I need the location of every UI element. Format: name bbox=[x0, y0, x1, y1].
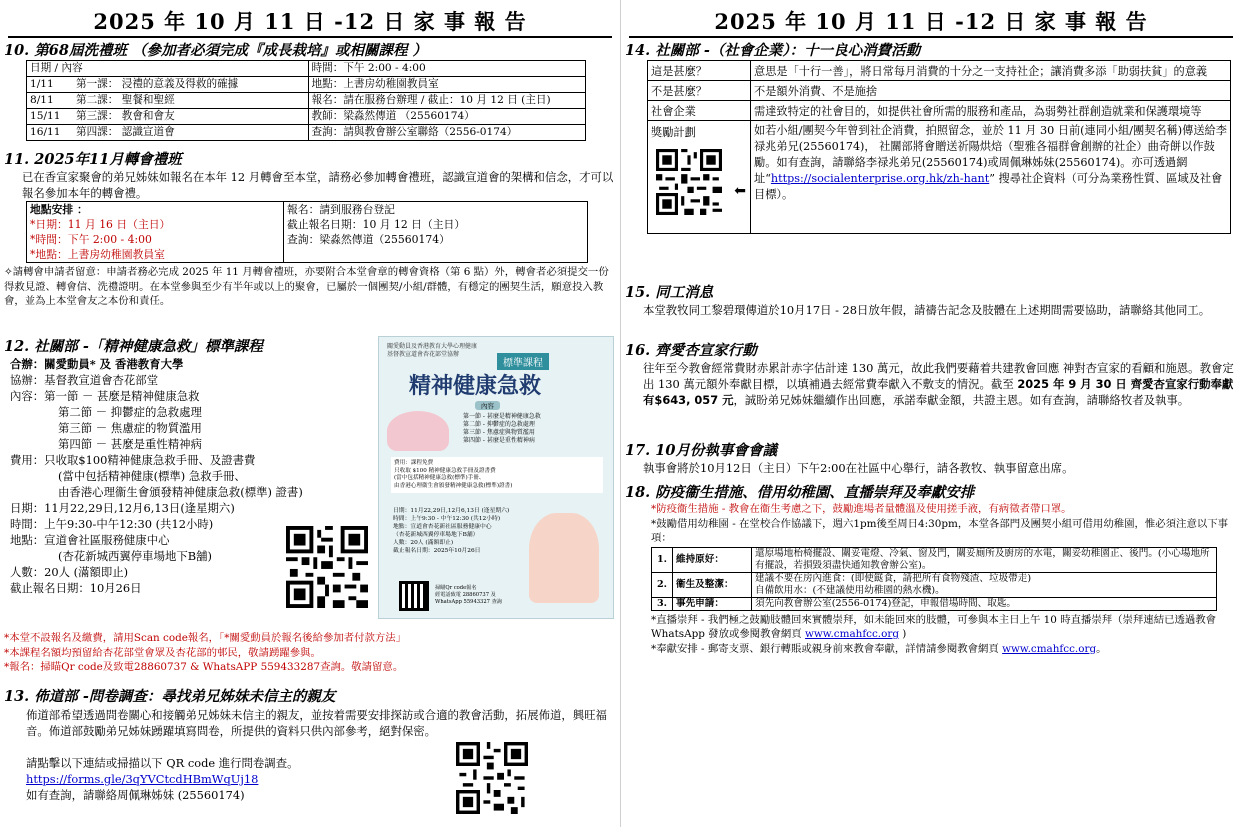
box-line: 查詢：梁淼然傳道（25560174） bbox=[287, 233, 450, 246]
section-14-title: 14. 社關部 -（社會企業）：十一良心消費活動 bbox=[625, 42, 921, 59]
table-cell: 需達致特定的社會目的，如提供社會所需的服務和產品，為弱勢社群創造就業和保護環境等 bbox=[751, 101, 1231, 121]
table-cell: 意思是「十行一善」，將日常每月消費的十分之一支持社企；讓消費多添「助弱扶貧」的意義 bbox=[751, 61, 1231, 81]
section-18 bbox=[625, 483, 1235, 656]
table-row bbox=[648, 121, 1231, 234]
table-cell: 還原場地枱椅擺設、關妥電燈、冷氣、窗及門，關妥廁所及廚房的水電，關妥幼稚園正、後門。(小心場地所有擺設，若損毀須盡快通知教會辦公室)。 bbox=[752, 547, 1217, 572]
poster-qr-text: 掃瞄Qr code報名 經電話致電 28860737 及 WhatsApp 55943327 查詢 bbox=[435, 585, 502, 605]
box-line: *地點：上書房幼稚園教員室 bbox=[30, 248, 165, 261]
table-cell: 第二課： 聖餐和聖經 bbox=[73, 93, 308, 109]
social-enterprise-table bbox=[647, 60, 1231, 234]
section-14 bbox=[625, 41, 1235, 234]
table-cell: 3. bbox=[652, 597, 673, 610]
reward-label: 獎勵計劃 bbox=[651, 126, 696, 139]
mental-health-poster bbox=[378, 336, 614, 619]
body-line: *鼓勵借用幼稚園 - 在堂校合作協議下，週六1pm後至周日4:30pm，本堂各部門及團契小組可借用幼稚園，惟必須注意以下事項： bbox=[651, 517, 1229, 544]
table-cell: 社會企業 bbox=[648, 101, 751, 121]
detail-line: 截止報名日期：10月26日 bbox=[10, 581, 142, 595]
detail-line: (當中包括精神健康(標準) 急救手冊、 bbox=[58, 469, 246, 483]
detail-line: 人數：20人 (滿額即止) bbox=[10, 565, 129, 579]
body-text: *直播崇拜 - 我們極之鼓勵肢體回來實體崇拜，如未能回來的肢體，可參與本主日上午 10 時直播崇拜（崇拜連結已透過教會 WhatsApp 發放或參閱教會網頁 bbox=[651, 613, 1217, 640]
table-cell: 第一課： 浸禮的意義及得救的確據 bbox=[73, 77, 308, 93]
table-cell: 查詢：請與教會辦公室聯絡（2556-0174） bbox=[308, 125, 585, 141]
box-line: 報名：請到服務台登記 bbox=[287, 203, 395, 216]
section-10-title: 10. 第68屆洗禮班 （參加者必須完成『成長栽培』或相關課程 ） bbox=[4, 42, 428, 59]
section-12-notes bbox=[4, 631, 614, 675]
note-line: *本課程名額均預留給杏花部堂會眾及杏花部的邨民，敬請踴躍參與。 bbox=[4, 646, 321, 659]
table-row bbox=[648, 81, 1231, 101]
poster-info: 日期：11月22,29日,12月6,13日 (逢星期六) 時間：上午9:30 - 中午12:30 (共12小時) 地點：宣道會杏花新社區服務健康中心 （杏花新城西翼停車場地下B舖） 人數：20人 (滿額即止) 截止報名日期：2025年10月26日 bbox=[393, 508, 510, 554]
table-row bbox=[652, 572, 1217, 597]
poster-item: 第二節 - 抑鬱症的急救處理 bbox=[463, 421, 535, 428]
table-row bbox=[652, 547, 1217, 572]
table-cell: 教師：梁淼然傳道 （25560174） bbox=[308, 109, 585, 125]
section-11-intro: 已在香宣家聚會的弟兄姊妹如報名在本年 12 月轉會至本堂，請務必參加轉會禮班，認識宣道會的架構和信念，才可以報名參加本年的轉會禮。 bbox=[22, 170, 614, 200]
table-cell: 2. bbox=[652, 572, 673, 597]
section-15-title: 15. 同工消息 bbox=[625, 284, 714, 301]
church-website-link[interactable]: www.cmahfcc.org bbox=[805, 628, 899, 640]
section-13-title: 13. 佈道部 -問卷調查：尋找弟兄姊妹未信主的親友 bbox=[4, 688, 336, 705]
table-cell: 衞生及整潔： bbox=[673, 572, 752, 597]
detail-line: 日期：11月22,29日,12月6,13日(逢星期六) bbox=[10, 501, 235, 515]
table-cell: 日期 / 內容 bbox=[27, 61, 309, 77]
section-11 bbox=[4, 150, 614, 309]
table-row bbox=[27, 77, 586, 93]
table-row bbox=[27, 125, 586, 141]
flower-illustration bbox=[387, 411, 449, 451]
detail-line: 費用：只收取$100精神健康急救手冊、及證書費 bbox=[10, 453, 256, 467]
livestream-line bbox=[651, 613, 1235, 642]
table-cell bbox=[751, 121, 1231, 234]
donation-total: 2025 年 9 月 30 日 齊愛杏宣家行動奉獻 有$643, 057 元 bbox=[643, 377, 1234, 407]
survey-description: 佈道部希望透過問卷關心和接觸弟兄姊妹未信主的親友，並按着需要安排探訪或合適的教會活動，拓展佈道，興旺福音。佈道部鼓勵弟兄姊妹踴躍填寫問卷，所提供的資料只供內部參考，絕對保密。 bbox=[26, 708, 607, 738]
section-16-body bbox=[625, 360, 1235, 408]
table-cell: 第三課： 教會和會友 bbox=[73, 109, 308, 125]
person-illustration bbox=[529, 513, 599, 603]
table-cell: 這是甚麼？ bbox=[648, 61, 751, 81]
reward-text-end: ” 搜尋社企資料（可分為業務性質、區域及社會目標）。 bbox=[754, 172, 1223, 201]
transfer-class-box bbox=[26, 201, 588, 263]
table-cell bbox=[648, 121, 751, 234]
poster-title: 精神健康急救 bbox=[409, 374, 542, 399]
table-row bbox=[27, 93, 586, 109]
section-13-body bbox=[26, 707, 614, 739]
survey-qr-code[interactable] bbox=[456, 742, 528, 814]
table-cell: 16/11 bbox=[27, 125, 74, 141]
box-line: *時間：下午 2:00 - 4:00 bbox=[30, 233, 152, 246]
box-title: 地點安排 ： bbox=[30, 203, 88, 216]
survey-contact: 如有查詢，請聯絡周佩琳姊妹 (25560174) bbox=[26, 788, 245, 802]
table-row bbox=[27, 109, 586, 125]
title-rule bbox=[8, 36, 612, 38]
arrow-left-icon: ⬅ bbox=[734, 183, 746, 199]
box-line: 截止報名日期：10 月 12 日（主日） bbox=[287, 218, 466, 231]
section-16 bbox=[625, 341, 1235, 408]
qr-code-icon bbox=[286, 526, 368, 608]
offering-line bbox=[651, 642, 1235, 657]
right-page bbox=[620, 0, 1239, 827]
table-cell: 不是額外消費、不是施捨 bbox=[751, 81, 1231, 101]
section-10 bbox=[4, 41, 614, 141]
body-text: *奉獻安排 - 郵寄支票、銀行轉賬或親身前來教會奉獻，詳情請參閱教會網頁 bbox=[651, 642, 1003, 655]
section-13-links bbox=[26, 755, 450, 803]
detail-line: (杏花新城西翼停車場地下B舖) bbox=[58, 549, 212, 563]
survey-link[interactable]: https://forms.gle/3qYVCtcdHBmWqUj18 bbox=[26, 772, 259, 786]
body-text: 往年至今教會經常費財赤累計赤字估計達 130 萬元，故此我們要藉着共建教會回應 神對杏宣家的看顧和施恩。教會定出 130 萬元額外奉獻目標，以填補過去經常費奉獻入不敷支的情況。截至 bbox=[643, 361, 1234, 391]
table-row bbox=[27, 61, 586, 77]
section-17 bbox=[625, 441, 1235, 476]
section-12-title: 12. 社關部 -「精神健康急救」標準課程 bbox=[4, 338, 263, 355]
section-15 bbox=[625, 283, 1235, 318]
section-18-title: 18. 防疫衞生措施、借用幼稚園、直播崇拜及奉獻安排 bbox=[625, 484, 975, 501]
reward-qr-code[interactable] bbox=[656, 149, 722, 215]
table-cell: 第四課： 認識宣道會 bbox=[73, 125, 308, 141]
poster-tag: 內容 bbox=[475, 401, 500, 410]
section-15-body: 本堂教牧同工黎碧環傳道於10月17日 - 28日放年假，請禱告記念及肢體在上述期間需要協助，請聯絡其他同工。 bbox=[643, 303, 1211, 317]
poster-badge: 標準課程 bbox=[497, 353, 549, 370]
page-title-left: 2025 年 10 月 11 日 -12 日 家 事 報 告 bbox=[93, 9, 527, 34]
table-cell: 1. bbox=[652, 547, 673, 572]
section-18-body bbox=[625, 502, 1235, 656]
poster-fee: 費用：課程免費 只收取 $100 精神健康急救手冊及證書費 (當中包括精神健康急救(標準)手冊、 由香港心理衞生會頒發精神健康急救(標準)證書) bbox=[391, 457, 603, 493]
section-11-note: ✧請轉會申請者留意：申請者務必完成 2025 年 11 月轉會禮班，亦要附合本堂會章的轉會資格（第 6 點）外，轉會者必須提交一份得救見證、轉會信、洗禮證明。在本堂參與至少有半年或以上的聚會，已屬於一個團契/小組/群體，有穩定的團契生活，願意投入教會，並為上本堂會友之本份和責任。 bbox=[4, 266, 609, 307]
body-text: ) bbox=[899, 628, 907, 640]
table-cell: 15/11 bbox=[27, 109, 74, 125]
note-line: *報名：掃瞄Qr code及致電28860737 & WhatsAPP 559433287查詢。敬請留意。 bbox=[4, 661, 404, 673]
title-rule bbox=[629, 36, 1233, 38]
detail-line: 第二節 － 抑鬱症的急救處理 bbox=[58, 405, 202, 419]
section-17-body: 執事會將於10月12日（主日）下午2:00在社區中心舉行，請各教牧、執事留意出席。 bbox=[643, 461, 1074, 475]
qr-code-icon bbox=[656, 149, 722, 215]
table-cell: 須先向教會辦公室(2556-0174)登記，申報借場時間、取匙。 bbox=[752, 597, 1217, 610]
body-line: *防疫衞生措施 - 教會在衞生考慮之下，鼓勵進場者量體溫及使用搓手液，有病徵者帶口罩。 bbox=[651, 503, 1072, 515]
table-cell: 8/11 bbox=[27, 93, 74, 109]
table-row bbox=[652, 597, 1217, 610]
survey-cta: 請點擊以下連結或掃描以下 QR code 進行問卷調查。 bbox=[26, 756, 299, 770]
reward-text: 如若小組/團契今年曾到社企消費，拍照留念，並於 11 月 30 日前(連同小組/團契名稱)傳送給李禄兆弟兄(25560174)， 社關部將會贈送祈陽烘焙（聖雅各福群會創辦的社企）曲奇餅以作鼓勵。如有查詢，請聯絡李禄兆弟兄(25560174)或周佩琳姊妹(25560174)。亦可透過網址“ bbox=[754, 124, 1227, 185]
transfer-class-right bbox=[284, 202, 588, 263]
table-row bbox=[648, 101, 1231, 121]
detail-line: 由香港心理衞生會頒發精神健康急救(標準) 證書) bbox=[58, 485, 303, 499]
detail-line: 地點：宣道會社區服務健康中心 bbox=[10, 533, 170, 547]
table-cell: 地點：上書房幼稚園教員室 bbox=[308, 77, 585, 93]
mental-health-qr-code[interactable] bbox=[286, 526, 368, 608]
table-cell: 維持原好： bbox=[673, 547, 752, 572]
section-16-title: 16. 齊愛杏宣家行動 bbox=[625, 342, 757, 359]
poster-item: 第一節 - 甚麼是精神健康急救 bbox=[463, 413, 541, 420]
poster-organizers: 關愛動員及香港教育大學心理健康 基督教宣道會杏花部堂協辦 bbox=[387, 343, 478, 358]
baptism-class-table bbox=[26, 60, 586, 141]
table-cell: 時間：下午 2:00 - 4:00 bbox=[308, 61, 585, 77]
body-text: ，誠盼弟兄姊妹繼續作出回應，承諾奉獻金額，共證主恩。如有查詢，請聯絡牧者及執事。 bbox=[733, 393, 1190, 407]
transfer-class-left bbox=[27, 202, 284, 263]
detail-line: 合辦：關愛動員* 及 香港教育大學 bbox=[10, 357, 184, 371]
detail-line: 第四節 － 甚麼是重性精神病 bbox=[58, 437, 202, 451]
detail-line: 第三節 － 焦慮症的物質濫用 bbox=[58, 421, 202, 435]
note-line: *本堂不設報名及繳費，請用Scan code報名，「*關愛動員於報名後給參加者付款方法」 bbox=[4, 632, 407, 644]
poster-items bbox=[463, 413, 541, 445]
poster-qr-icon bbox=[399, 581, 429, 611]
table-cell: 建議不要在房內進食：(即使餸食，請把所有食物殘渣、垃圾帶走) 自備飲用水：(不建議使用幼稚園的熱水機)。 bbox=[752, 572, 1217, 597]
kindergarten-rules-table bbox=[651, 547, 1217, 611]
table-row bbox=[27, 202, 588, 263]
table-cell: 事先申請： bbox=[673, 597, 752, 610]
section-17-title: 17. 10月份執事會會議 bbox=[625, 442, 777, 459]
qr-code-icon bbox=[456, 742, 528, 814]
page-title-right: 2025 年 10 月 11 日 -12 日 家 事 報 告 bbox=[714, 9, 1148, 34]
table-cell: 報名：請在服務台辦理 / 截止：10 月 12 日 (主日) bbox=[308, 93, 585, 109]
detail-line: 內容：第一節 － 甚麼是精神健康急救 bbox=[10, 389, 200, 403]
section-11-title: 11. 2025年11月轉會禮班 bbox=[4, 151, 182, 168]
table-row bbox=[648, 61, 1231, 81]
poster-item: 第三節 - 焦慮症與物質濫用 bbox=[463, 429, 535, 436]
table-cell: 不是甚麼？ bbox=[648, 81, 751, 101]
poster-item: 第四節 - 甚麼是重性精神病 bbox=[463, 437, 535, 444]
section-13 bbox=[4, 687, 468, 706]
detail-line: 協辦：基督教宣道會杏花部堂 bbox=[10, 373, 159, 387]
box-line: *日期：11 月 16 日（主日） bbox=[30, 218, 171, 231]
church-website-link[interactable]: www.cmahfcc.org bbox=[1002, 642, 1097, 655]
detail-line: 時間：上午9:30-中午12:30 (共12小時) bbox=[10, 517, 214, 531]
table-cell: 1/11 bbox=[27, 77, 74, 93]
body-text: 。 bbox=[1096, 642, 1107, 655]
social-enterprise-link[interactable]: https://socialenterprise.org.hk/zh-hant bbox=[770, 172, 990, 185]
